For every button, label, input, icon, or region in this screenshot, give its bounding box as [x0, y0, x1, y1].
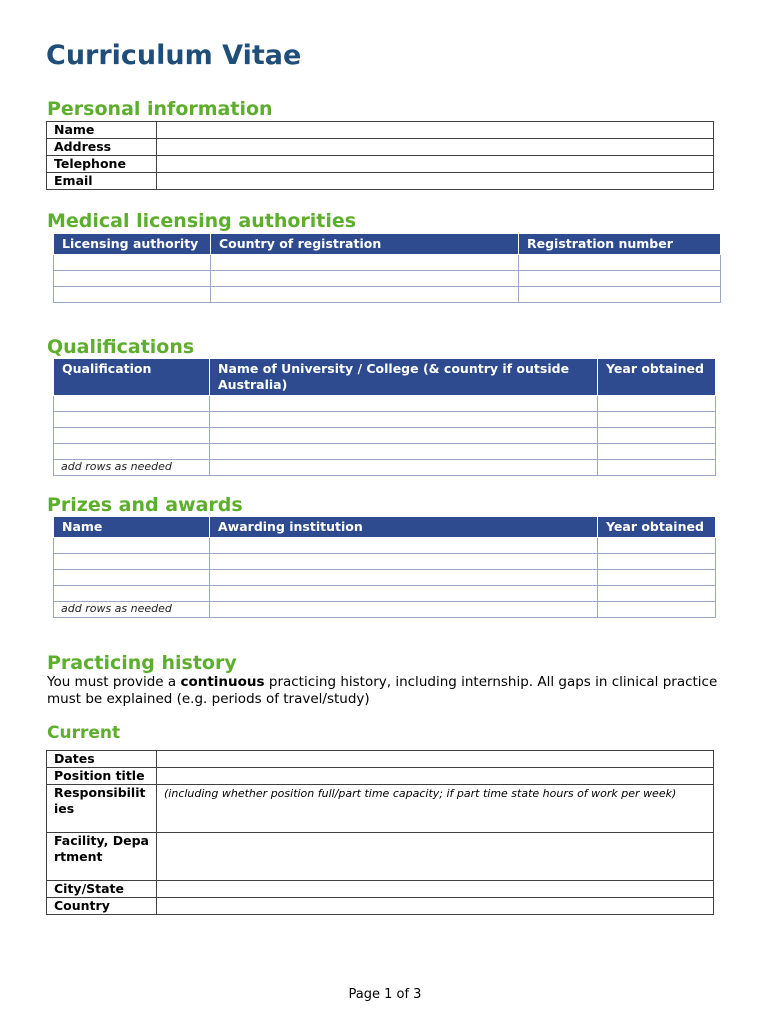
table-row: [47, 156, 714, 173]
table-cell[interactable]: [210, 538, 598, 554]
row-label: Country: [47, 898, 157, 915]
table-row: [54, 570, 716, 586]
city-state-field[interactable]: [157, 881, 714, 898]
row-label: Address: [47, 139, 157, 156]
table-cell[interactable]: [54, 538, 210, 554]
table-cell[interactable]: [210, 586, 598, 602]
prizes-heading: Prizes and awards: [47, 494, 243, 516]
column-header: Name: [54, 517, 210, 538]
name-field[interactable]: [157, 122, 714, 139]
table-cell[interactable]: [598, 554, 716, 570]
table-row: [47, 785, 714, 833]
table-cell[interactable]: [54, 444, 210, 460]
address-field[interactable]: [157, 139, 714, 156]
table-cell[interactable]: [519, 287, 721, 303]
country-field[interactable]: [157, 898, 714, 915]
licensing-table: [53, 233, 721, 303]
row-label: Position title: [47, 768, 157, 785]
practicing-history-heading: Practicing history: [47, 652, 237, 674]
table-cell[interactable]: [54, 271, 211, 287]
table-row: [54, 460, 716, 476]
table-cell[interactable]: [54, 255, 211, 271]
page-number: Page 1 of 3: [348, 987, 422, 1002]
table-cell[interactable]: [210, 460, 598, 476]
table-cell[interactable]: [598, 460, 716, 476]
dates-field[interactable]: [157, 751, 714, 768]
position-title-field[interactable]: [157, 768, 714, 785]
row-label: Facility, Department: [47, 833, 157, 881]
table-cell[interactable]: [211, 287, 519, 303]
table-row: [54, 396, 716, 412]
row-label: City/State: [47, 881, 157, 898]
table-row: [54, 554, 716, 570]
table-header-row: [54, 517, 716, 538]
prizes-table: [53, 516, 716, 618]
table-row: [47, 122, 714, 139]
row-label: Email: [47, 173, 157, 190]
table-cell[interactable]: [210, 396, 598, 412]
table-cell[interactable]: [598, 412, 716, 428]
current-heading: Current: [47, 723, 121, 743]
column-header: Registration number: [519, 234, 721, 255]
practicing-history-intro: You must provide a continuous practicing history, including internship. All gaps in clinical practice must be explained (e.g. periods of travel/study): [47, 674, 718, 707]
table-row: [47, 173, 714, 190]
personal-information-table: [46, 121, 714, 190]
table-header-row: [54, 234, 721, 255]
table-cell[interactable]: [54, 554, 210, 570]
responsibilities-hint: (including whether position full/part time capacity; if part time state hours of work per week): [164, 787, 677, 800]
column-header: Name of University / College (& country if outside Australia): [210, 359, 598, 396]
email-field[interactable]: [157, 173, 714, 190]
personal-information-heading: Personal information: [47, 98, 273, 120]
column-header: Year obtained: [598, 359, 716, 396]
table-header-row: [54, 359, 716, 396]
table-cell[interactable]: [598, 444, 716, 460]
row-label: Responsibilities: [47, 785, 157, 833]
column-header: Year obtained: [598, 517, 716, 538]
column-header: Awarding institution: [210, 517, 598, 538]
table-cell[interactable]: [211, 255, 519, 271]
responsibilities-field[interactable]: [157, 785, 714, 833]
table-cell[interactable]: [211, 271, 519, 287]
table-row: [54, 271, 721, 287]
facility-department-field[interactable]: [157, 833, 714, 881]
table-row: [54, 428, 716, 444]
table-cell[interactable]: [598, 602, 716, 618]
table-cell[interactable]: [210, 570, 598, 586]
table-row: [54, 255, 721, 271]
column-header: Qualification: [54, 359, 210, 396]
qualifications-table: [53, 358, 716, 476]
table-row: [54, 586, 716, 602]
table-cell[interactable]: [210, 444, 598, 460]
add-rows-note: add rows as needed: [54, 460, 210, 476]
table-row: [54, 412, 716, 428]
table-cell[interactable]: [54, 428, 210, 444]
table-row: [47, 833, 714, 881]
table-cell[interactable]: [210, 554, 598, 570]
row-label: Dates: [47, 751, 157, 768]
row-label: Telephone: [47, 156, 157, 173]
qualifications-heading: Qualifications: [47, 336, 195, 358]
table-cell[interactable]: [598, 570, 716, 586]
table-row: [54, 287, 721, 303]
table-row: [47, 898, 714, 915]
table-cell[interactable]: [598, 586, 716, 602]
row-label: Name: [47, 122, 157, 139]
table-row: [47, 139, 714, 156]
table-cell[interactable]: [54, 412, 210, 428]
table-row: [54, 538, 716, 554]
licensing-heading: Medical licensing authorities: [47, 210, 357, 232]
table-cell[interactable]: [598, 538, 716, 554]
table-cell[interactable]: [519, 255, 721, 271]
table-row: [47, 768, 714, 785]
column-header: Licensing authority: [54, 234, 211, 255]
table-cell[interactable]: [54, 287, 211, 303]
table-cell[interactable]: [54, 570, 210, 586]
column-header: Country of registration: [211, 234, 519, 255]
table-cell[interactable]: [54, 396, 210, 412]
telephone-field[interactable]: [157, 156, 714, 173]
table-row: [54, 602, 716, 618]
table-row: [54, 444, 716, 460]
table-row: [47, 881, 714, 898]
table-cell[interactable]: [54, 586, 210, 602]
table-cell[interactable]: [210, 412, 598, 428]
table-cell[interactable]: [210, 428, 598, 444]
table-cell[interactable]: [598, 396, 716, 412]
page-title: Curriculum Vitae: [46, 40, 302, 71]
table-cell[interactable]: [598, 428, 716, 444]
current-position-table: [46, 750, 714, 915]
table-row: [47, 751, 714, 768]
table-cell[interactable]: [519, 271, 721, 287]
table-cell[interactable]: [210, 602, 598, 618]
add-rows-note: add rows as needed: [54, 602, 210, 618]
emphasis-continuous: continuous: [180, 674, 265, 690]
